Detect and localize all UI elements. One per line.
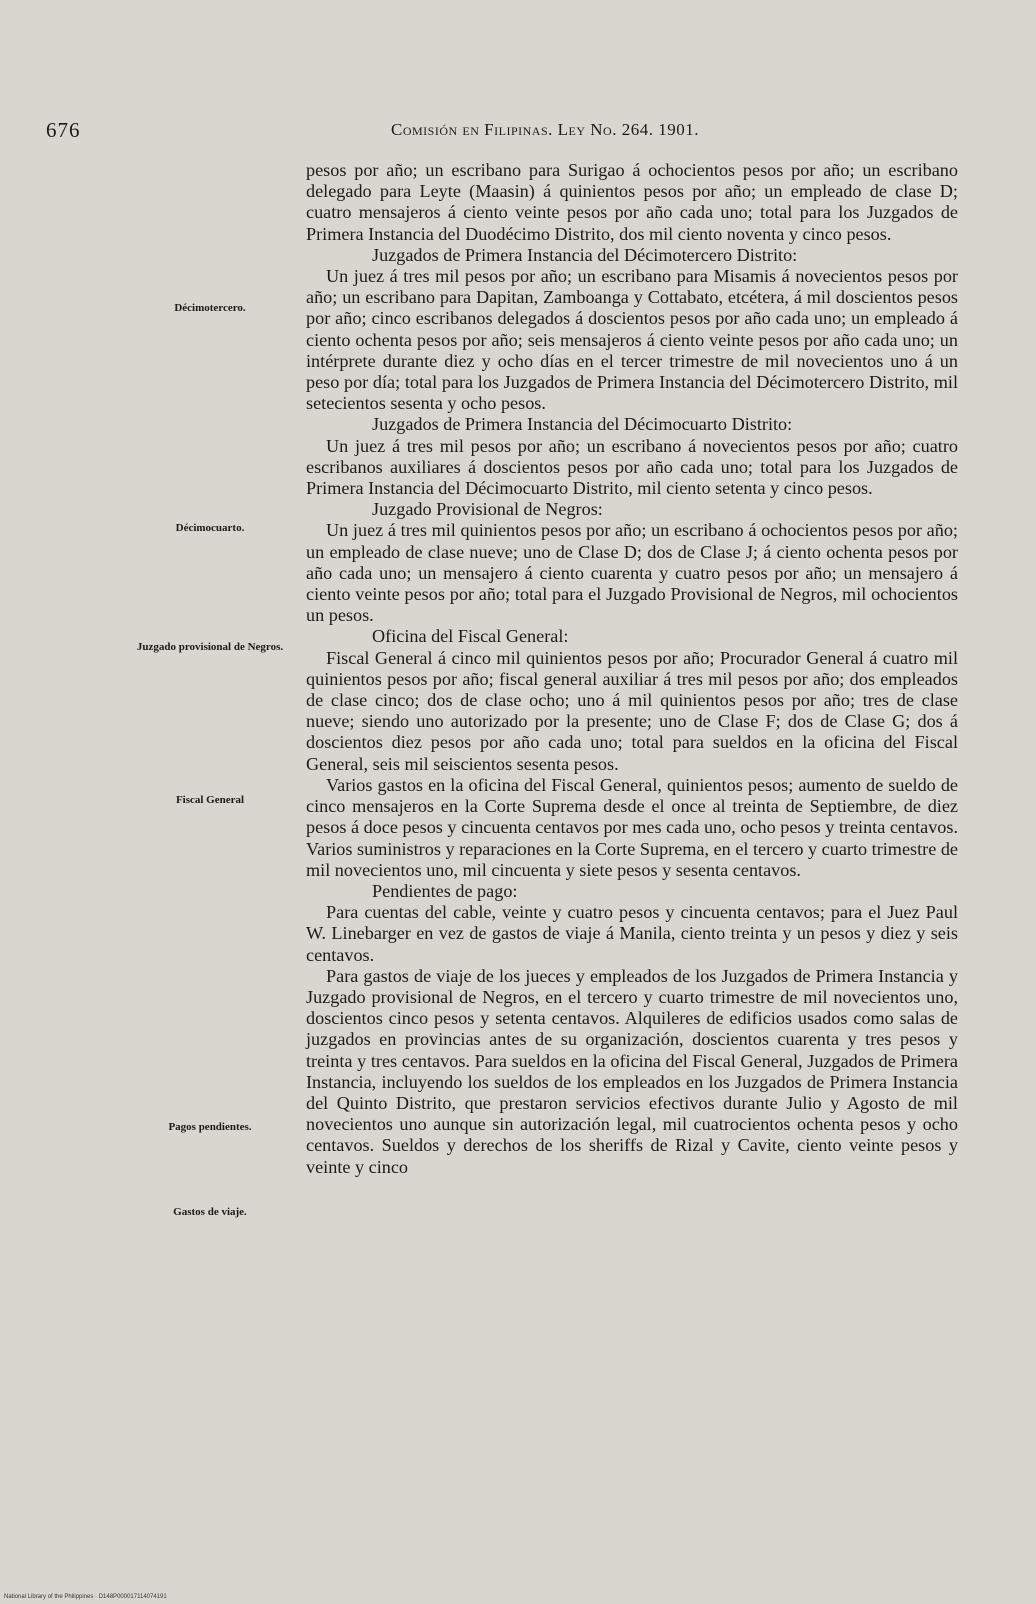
paragraph-decimotercero: Un juez á tres mil pesos por año; un escribano para Misamis á novecientos pesos por año; un escribano para Dapitan, Zamboanga y Cottabato, etcétera, á mil doscientos pesos por año; cinco escribanos delegados á doscientos pesos por año cada uno; un empleado á ciento ochenta pesos por año; seis mensajeros á ciento veinte pesos por año cada uno; un intérprete durante diez y ocho días en el tercer trimestre de mil novecientos uno á un peso por día; total para los Juzgados de Primera Instancia del Décimotercero Distrito, mil setecientos sesenta y ocho pesos.: [306, 266, 958, 414]
body-text: [306, 160, 958, 1178]
running-head: Comisión en Filipinas. Ley No. 264. 1901.: [391, 120, 699, 139]
page-header: [46, 118, 886, 148]
paragraph-varios-gastos: Varios gastos en la oficina del Fiscal General, quinientos pesos; aumento de sueldo de cinco mensajeros en la Corte Suprema desde el once al treinta de Septiembre, de diez pesos á doce pesos y cincuenta centavos por mes cada uno, ocho pesos y treinta centavos. Varios suministros y reparaciones en la Corte Suprema, en el tercero y cuarto trimestre de mil novecientos uno, mil cincuenta y siete pesos y sesenta centavos.: [306, 774, 959, 880]
page-number: 676: [46, 118, 81, 142]
margin-note-pagos-pendientes: Pagos pendientes.: [168, 1121, 252, 1133]
paragraph-pendientes: Para cuentas del cable, veinte y cuatro pesos y cincuenta centavos; para el Juez Paul W. Linebarger en vez de gastos de viaje á Manila, ciento treinta y un pesos y diez y seis centavos.: [306, 902, 958, 965]
margin-note-decimocuarto: Décimocuarto.: [175, 522, 245, 534]
margin-note-gastos-de-viaje: Gastos de viaje.: [173, 1206, 247, 1218]
margin-note-decimotercero: Décimotercero.: [174, 302, 246, 314]
paragraph-negros: Un juez á tres mil quinientos pesos por año; un escribano á ochocientos pesos por año; un empleado de clase nueve; uno de Clase D; dos de Clase J; á ciento ochenta pesos por año cada uno; un mensajero á ciento cuarenta y cuatro pesos por año; un mensajero á ciento veinte pesos por año; total para el Juzgado Provisional de Negros, mil ochocientos un pesos.: [306, 520, 958, 626]
footer-credit: National Library of the Philippines · D148P000017114074191: [4, 1594, 167, 1600]
section-heading-pendientes: Pendientes de pago:: [372, 880, 518, 901]
paragraph-continuation: pesos por año; un escribano para Surigao á ochocientos pesos por año; un escribano delegado para Leyte (Maasin) á quinientos pesos por año; un empleado de clase D; cuatro mensajeros á ciento veinte pesos por año cada uno; total para los Juzgados de Primera Instancia del Duodécimo Distrito, dos mil ciento noventa y cinco pesos.: [306, 160, 958, 244]
section-heading-decimocuarto: Juzgados de Primera Instancia del Décimocuarto Distrito:: [372, 414, 793, 435]
paragraph-fiscal-general: Fiscal General á cinco mil quinientos pesos por año; Procurador General á cuatro mil quinientos pesos por año; fiscal general auxiliar á tres mil pesos por año; dos empleados de clase cinco; dos de clase ocho; uno á mil quinientos pesos por año; tres de clase nueve; siendo uno autorizado por la presente; uno de Clase F; dos de Clase G; dos á doscientos diez pesos por año cada uno; total para sueldos en la oficina del Fiscal General, seis mil seiscientos sesenta pesos.: [306, 647, 958, 774]
paragraph-gastos-de-viaje: Para gastos de viaje de los jueces y empleados de los Juzgados de Primera Instancia y Juzgado provisional de Negros, en el tercero y cuarto trimestre de mil novecientos uno, doscientos cinco pesos y setenta centavos. Alquileres de edificios usados como salas de juzgados en provincias antes de su organización, doscientos cuarenta y tres pesos y treinta y tres centavos. Para sueldos en la oficina del Fiscal General, Juzgados de Primera Instancia, incluyendo los sueldos de los empleados en los Juzgados de Primera Instancia del Quinto Distrito, que prestaron servicios efectivos durante Julio y Agosto de mil novecientos uno aunque sin autorización legal, mil cuatrocientos ochenta pesos y ocho centavos. Sueldos y derechos de los sheriffs de Rizal y Cavite, ciento veinte pesos y veinte y cinco: [306, 965, 958, 1177]
section-heading-decimotercero: Juzgados de Primera Instancia del Décimotercero Distrito:: [372, 244, 798, 265]
section-heading-negros: Juzgado Provisional de Negros:: [372, 499, 603, 520]
margin-note-fiscal-general: Fiscal General: [175, 794, 245, 806]
paragraph-decimocuarto: Un juez á tres mil pesos por año; un escribano á novecientos pesos por año; cuatro escribanos auxiliares á doscientos pesos por año cada uno; total para los Juzgados de Primera Instancia del Décimocuarto Distrito, mil ciento setenta y cinco pesos.: [306, 435, 958, 499]
margin-note-juzgado-provisional: Juzgado provisional de Negros.: [136, 641, 284, 653]
section-heading-fiscal-general: Oficina del Fiscal General:: [372, 626, 569, 647]
